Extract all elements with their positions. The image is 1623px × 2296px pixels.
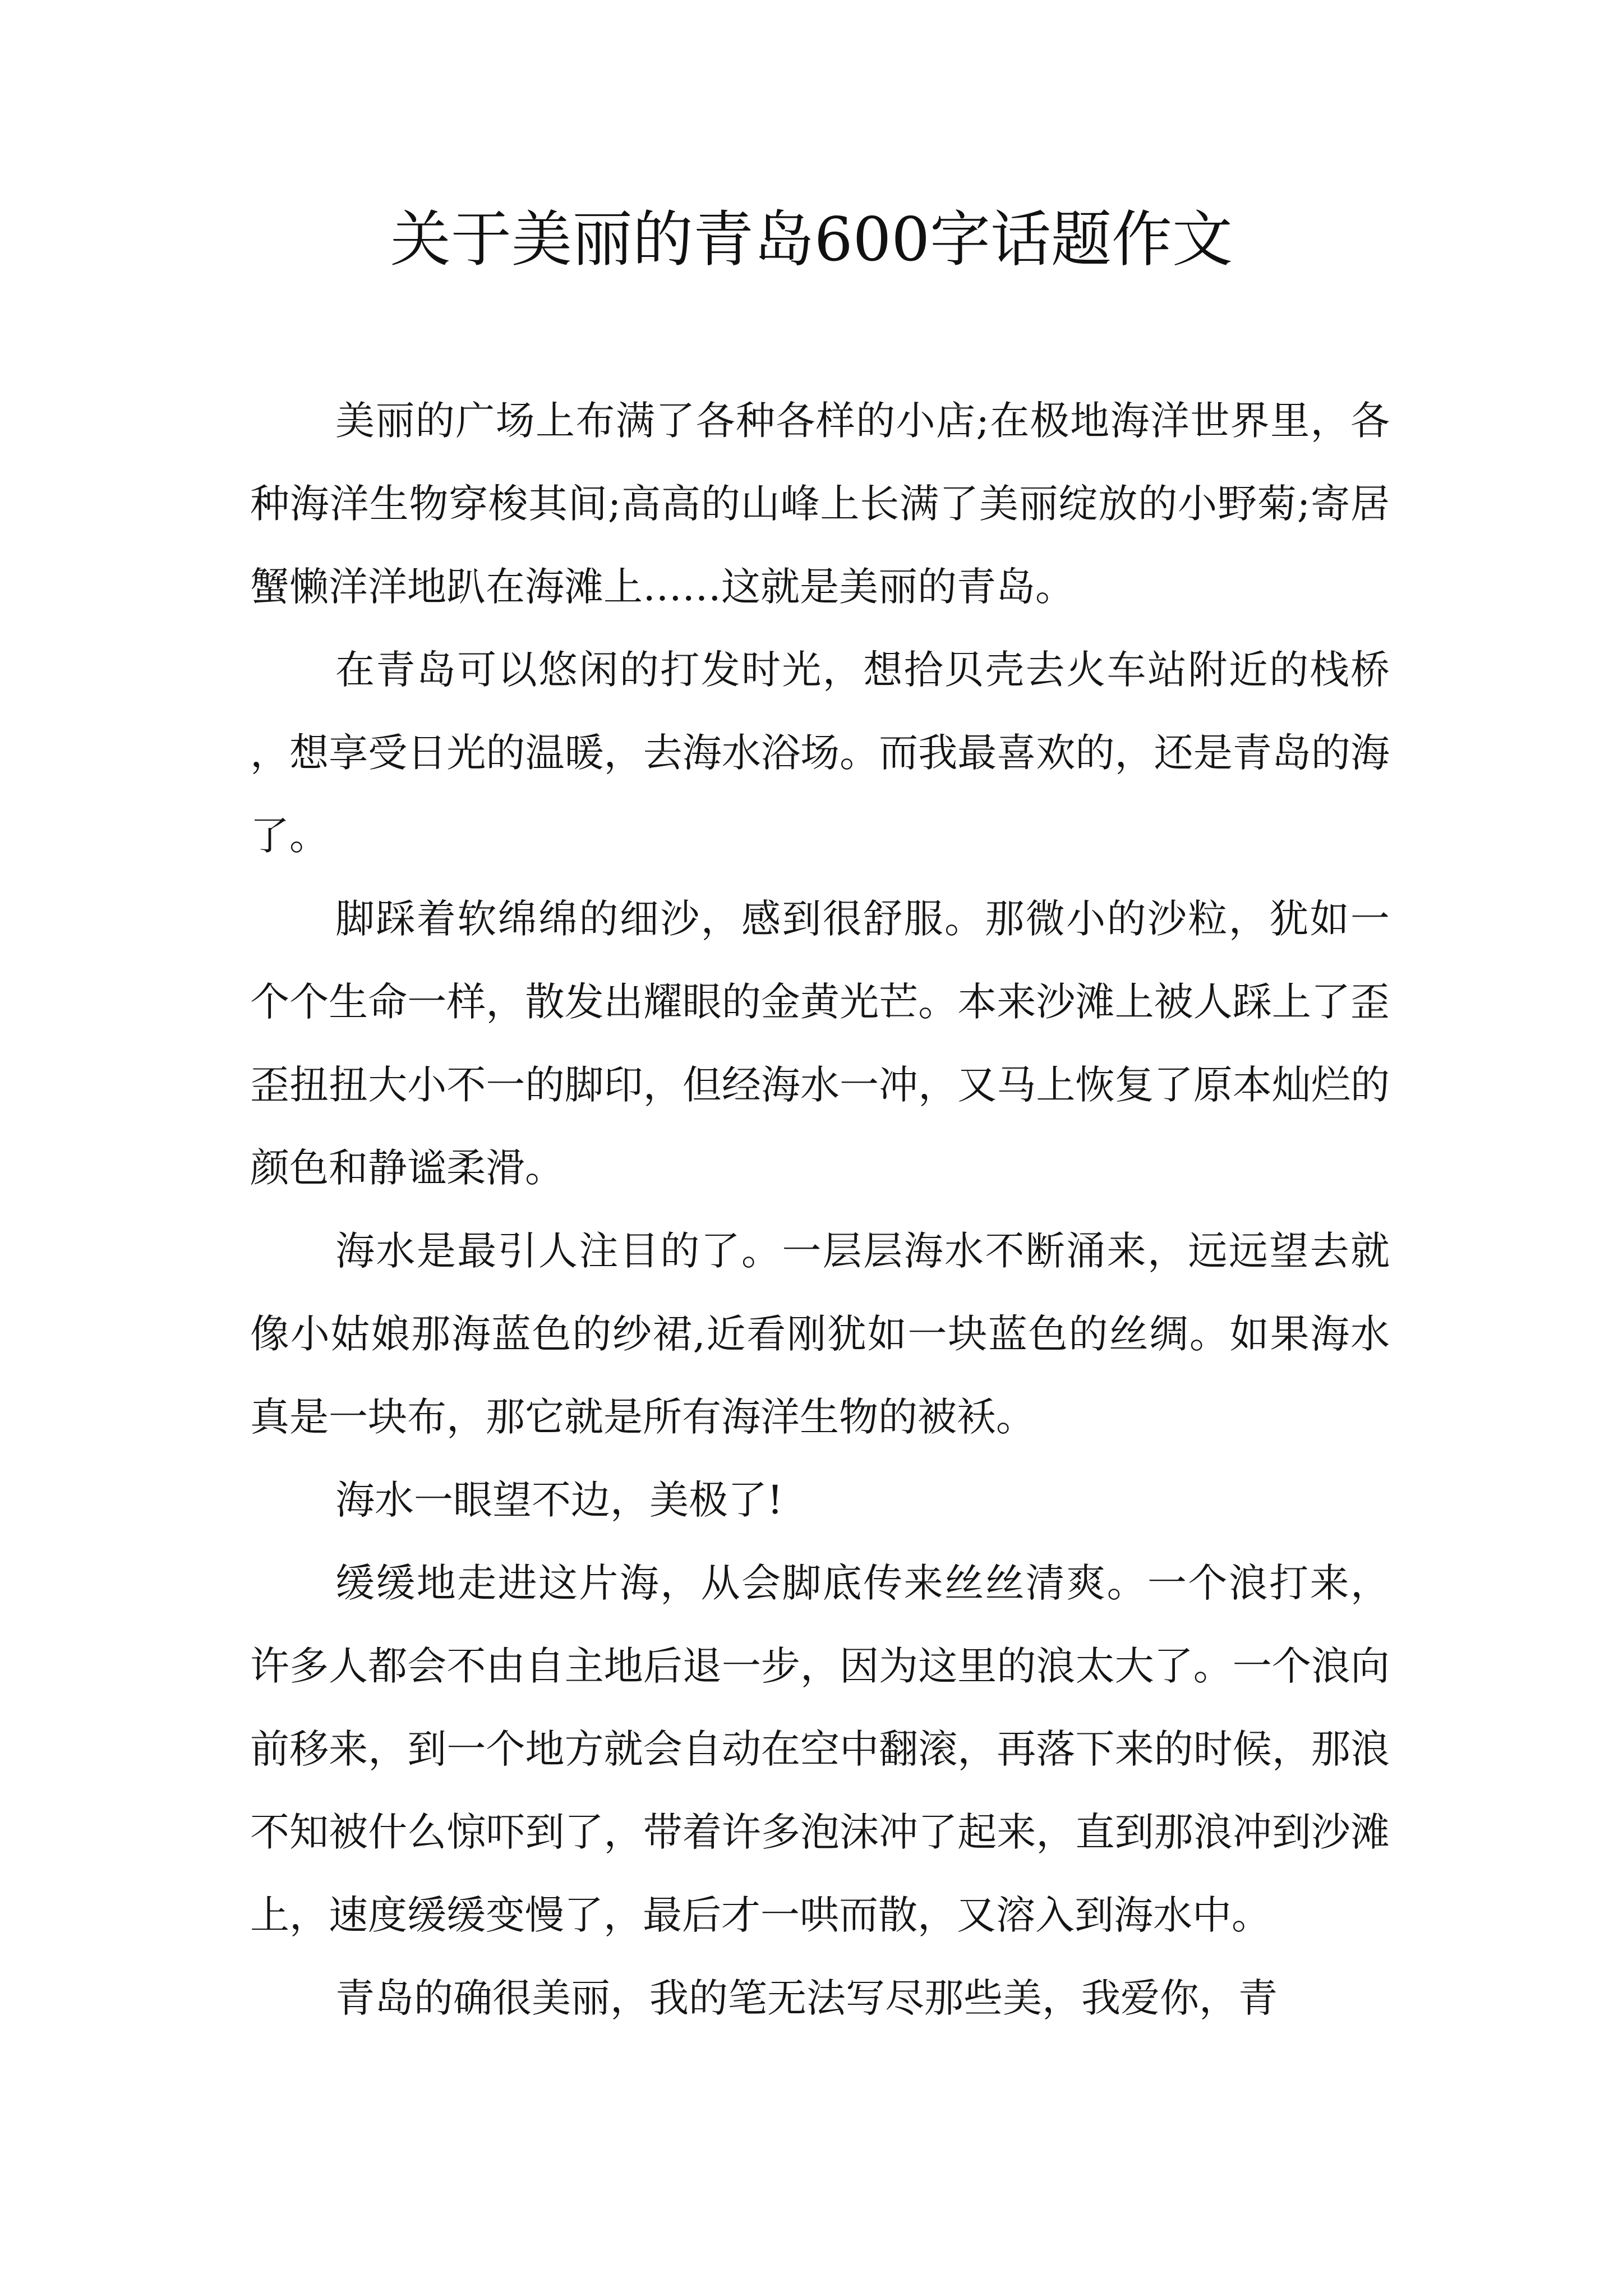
paragraph-2: 在青岛可以悠闲的打发时光，想拾贝壳去火车站附近的栈桥，想享受日光的温暖，去海水浴场。而我最喜欢的，还是青岛的海了。 — [250, 647, 1390, 859]
document-title: 关于美丽的青岛600字话题作文 — [390, 205, 1233, 275]
document-body — [250, 379, 1390, 2040]
paragraph-3: 脚踩着软绵绵的细沙，感到很舒服。那微小的沙粒，犹如一个个生命一样，散发出耀眼的金黄光芒。本来沙滩上被人踩上了歪歪扭扭大小不一的脚印，但经海水一冲，又马上恢复了原本灿烂的颜色和静谧柔滑。 — [250, 896, 1390, 1191]
paragraph-4: 海水是最引人注目的了。一层层海水不断涌来，远远望去就像小姑娘那海蓝色的纱裙,近看刚犹如一块蓝色的丝绸。如果海水真是一块布，那它就是所有海洋生物的被袄。 — [250, 1228, 1390, 1440]
paragraph-7: 青岛的确很美丽，我的笔无法写尽那些美，我爱你，青 — [335, 1975, 1278, 2021]
paragraph-1: 美丽的广场上布满了各种各样的小店;在极地海洋世界里，各种海洋生物穿梭其间;高高的山峰上长满了美丽绽放的小野菊;寄居蟹懒洋洋地趴在海滩上……这就是美丽的青岛。 — [250, 398, 1390, 610]
paragraph-6: 缓缓地走进这片海，从会脚底传来丝丝清爽。一个浪打来，许多人都会不由自主地后退一步，因为这里的浪太大了。一个浪向前移来，到一个地方就会自动在空中翻滚，再落下来的时候，那浪不知被什么惊吓到了，带着许多泡沫冲了起来，直到那浪冲到沙滩上，速度缓缓变慢了，最后才一哄而散，又溶入到海水中。 — [250, 1560, 1390, 1938]
paragraph-5: 海水一眼望不边，美极了! — [335, 1477, 783, 1523]
